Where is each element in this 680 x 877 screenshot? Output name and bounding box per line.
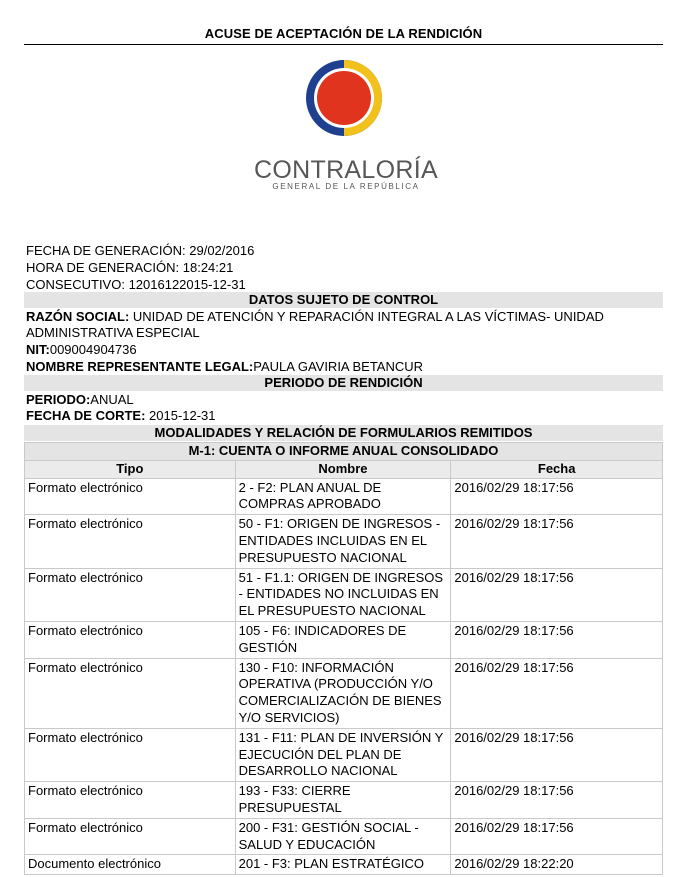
nit-label: NIT: xyxy=(26,342,50,357)
table-row xyxy=(25,855,663,875)
cell-fecha: 2016/02/29 18:17:56 xyxy=(451,818,663,855)
cell-fecha: 2016/02/29 18:17:56 xyxy=(451,478,663,515)
cell-nombre: 50 - F1: ORIGEN DE INGRESOS - ENTIDADES INCLUIDAS EN EL PRESUPUESTO NACIONAL xyxy=(235,515,451,568)
cell-nombre: 193 - F33: CIERRE PRESUPUESTAL xyxy=(235,782,451,819)
cell-tipo: Formato electrónico xyxy=(25,621,236,658)
cell-fecha: 2016/02/29 18:17:56 xyxy=(451,728,663,781)
logo-wordmark: CONTRALORÍA xyxy=(254,156,438,184)
cell-fecha: 2016/02/29 18:22:20 xyxy=(451,855,663,875)
cell-fecha: 2016/02/29 18:17:56 xyxy=(451,658,663,728)
fecha-corte-label: FECHA DE CORTE: xyxy=(26,408,146,423)
cell-fecha: 2016/02/29 18:17:56 xyxy=(451,515,663,568)
table-row xyxy=(25,658,663,728)
section-heading-periodo: PERIODO DE RENDICIÓN xyxy=(24,375,663,391)
nit-value: 009004904736 xyxy=(49,342,137,357)
table-row xyxy=(25,818,663,855)
fecha-corte xyxy=(26,408,662,424)
representante-legal xyxy=(26,359,662,375)
cell-nombre: 200 - F31: GESTIÓN SOCIAL - SALUD Y EDUCACIÓN xyxy=(235,818,451,855)
cell-tipo: Documento electrónico xyxy=(25,855,236,875)
table-row xyxy=(25,515,663,568)
column-header-fecha: Fecha xyxy=(451,460,663,478)
cell-tipo: Formato electrónico xyxy=(25,658,236,728)
representante-label: NOMBRE REPRESENTANTE LEGAL: xyxy=(26,359,254,374)
generation-time: HORA DE GENERACIÓN: 18:24:21 xyxy=(26,260,234,275)
title-divider xyxy=(24,44,663,45)
periodo xyxy=(26,392,662,408)
section-heading-forms: MODALIDADES Y RELACIÓN DE FORMULARIOS REMITIDOS xyxy=(24,425,663,441)
razon-social-label: RAZÓN SOCIAL: xyxy=(26,309,130,324)
periodo-value: ANUAL xyxy=(90,392,134,407)
section-heading-sujeto: DATOS SUJETO DE CONTROL xyxy=(24,292,663,308)
column-header-tipo: Tipo xyxy=(25,460,236,478)
table-row xyxy=(25,621,663,658)
razon-social-value: UNIDAD DE ATENCIÓN Y REPARACIÓN INTEGRAL A LAS VÍCTIMAS- UNIDAD ADMINISTRATIVA ESPECIAL xyxy=(26,309,604,340)
cell-nombre: 201 - F3: PLAN ESTRATÉGICO xyxy=(235,855,451,875)
fecha-corte-value: 2015-12-31 xyxy=(145,408,216,423)
column-header-nombre: Nombre xyxy=(235,460,451,478)
cell-nombre: 131 - F11: PLAN DE INVERSIÓN Y EJECUCIÓN DEL PLAN DE DESARROLLO NACIONAL xyxy=(235,728,451,781)
cell-nombre: 130 - F10: INFORMACIÓN OPERATIVA (PRODUCCIÓN Y/O COMERCIALIZACIÓN DE BIENES Y/O SERVICIOS) xyxy=(235,658,451,728)
cell-tipo: Formato electrónico xyxy=(25,818,236,855)
nit xyxy=(26,342,662,358)
cell-tipo: Formato electrónico xyxy=(25,568,236,621)
document-title: ACUSE DE ACEPTACIÓN DE LA RENDICIÓN xyxy=(204,26,483,41)
table-row xyxy=(25,728,663,781)
table-row xyxy=(25,782,663,819)
table-row xyxy=(25,478,663,515)
forms-group-header: M-1: CUENTA O INFORME ANUAL CONSOLIDADO xyxy=(25,443,663,461)
cell-nombre: 2 - F2: PLAN ANUAL DE COMPRAS APROBADO xyxy=(235,478,451,515)
cell-fecha: 2016/02/29 18:17:56 xyxy=(451,782,663,819)
cell-nombre: 51 - F1.1: ORIGEN DE INGRESOS - ENTIDADES NO INCLUIDAS EN EL PRESUPUESTO NACIONAL xyxy=(235,568,451,621)
cell-nombre: 105 - F6: INDICADORES DE GESTIÓN xyxy=(235,621,451,658)
razon-social xyxy=(26,309,662,341)
representante-value: PAULA GAVIRIA BETANCUR xyxy=(253,359,424,374)
logo-subtitle: GENERAL DE LA REPÚBLICA xyxy=(272,182,420,191)
table-row xyxy=(25,568,663,621)
cell-tipo: Formato electrónico xyxy=(25,782,236,819)
periodo-label: PERIODO: xyxy=(26,392,91,407)
consecutive-number: CONSECUTIVO: 12016122015-12-31 xyxy=(26,277,246,292)
generation-date: FECHA DE GENERACIÓN: 29/02/2016 xyxy=(26,243,255,258)
cell-tipo: Formato electrónico xyxy=(25,728,236,781)
cell-fecha: 2016/02/29 18:17:56 xyxy=(451,568,663,621)
cell-tipo: Formato electrónico xyxy=(25,478,236,515)
cell-tipo: Formato electrónico xyxy=(25,515,236,568)
forms-table xyxy=(24,442,663,875)
cell-fecha: 2016/02/29 18:17:56 xyxy=(451,621,663,658)
